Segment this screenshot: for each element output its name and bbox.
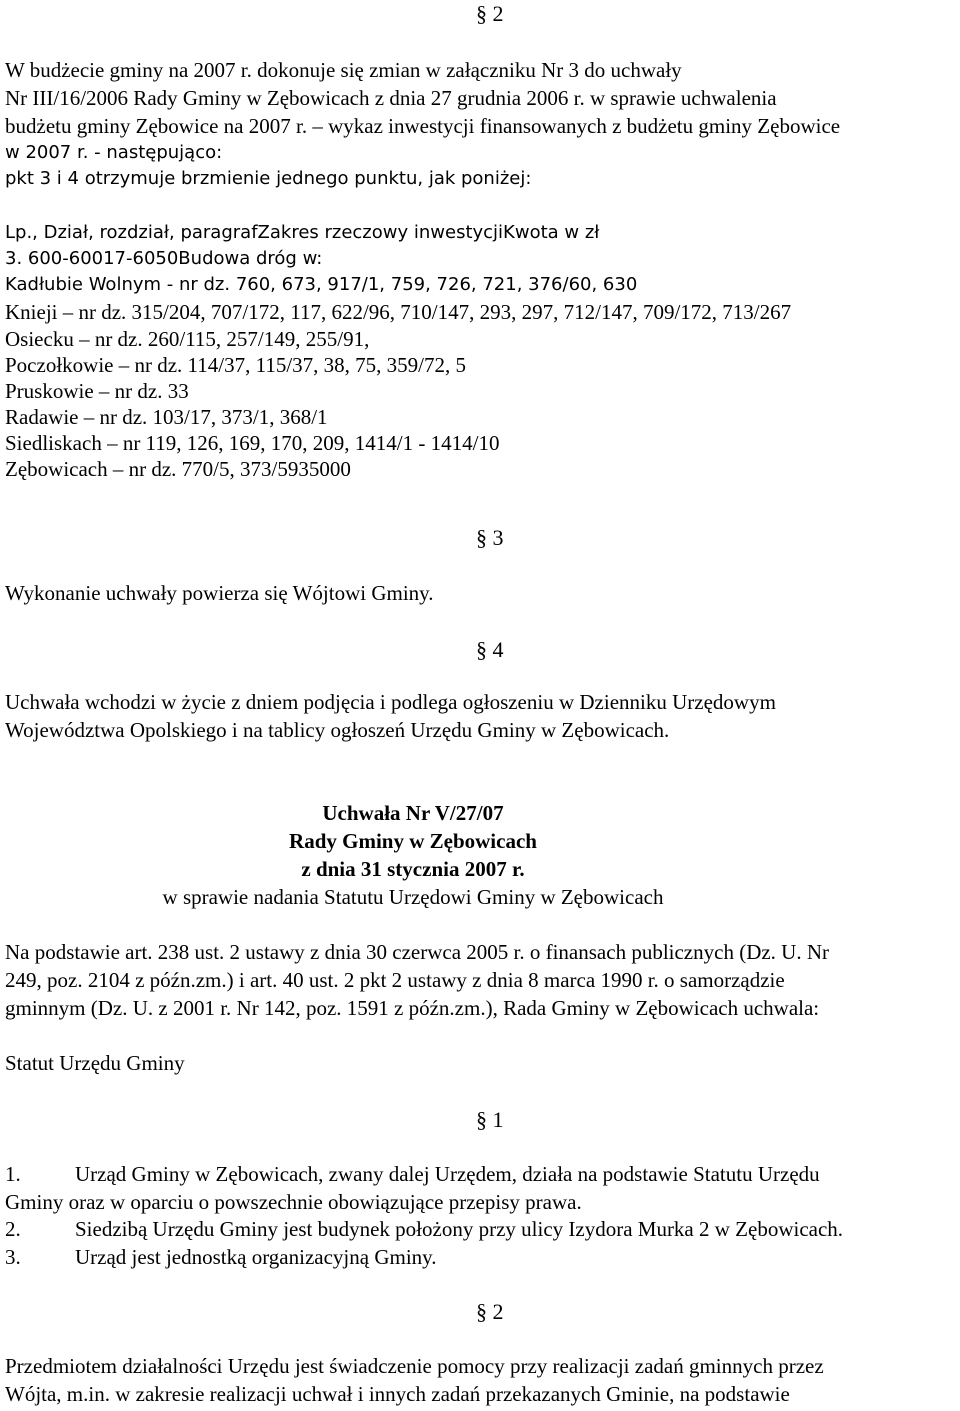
table-line: Osiecku – nr dz. 260/115, 257/149, 255/91, [5, 327, 370, 351]
basis-line-2: 249, poz. 2104 z późn.zm.) i art. 40 ust. 2 pkt 2 ustawy z dnia 8 marca 1990 r. o samorządzie [5, 968, 785, 992]
table-line: Pruskowie – nr dz. 33 [5, 379, 189, 403]
table-line: Siedliskach – nr 119, 126, 169, 170, 209, 1414/1 - 1414/10 [5, 431, 500, 455]
list-item-number: 3. [5, 1245, 21, 1269]
table-line: Zębowicach – nr dz. 770/5, 373/5935000 [5, 457, 351, 481]
table-line: Knieji – nr dz. 315/204, 707/172, 117, 622/96, 710/147, 293, 297, 712/147, 709/172, 713/267 [5, 300, 792, 324]
list-item-number: 1. [5, 1162, 21, 1186]
section-mark-4: § 4 [476, 637, 504, 662]
table-line: Radawie – nr dz. 103/17, 373/1, 368/1 [5, 405, 328, 429]
amendment-line-1: W budżecie gminy na 2007 r. dokonuje się zmian w załączniku Nr 3 do uchwały [5, 58, 682, 82]
resolution-title: Uchwała Nr V/27/07 [322, 801, 504, 825]
table-header-line: Lp., Dział, rozdział, paragrafZakres rzeczowy inwestycjiKwota w zł [5, 222, 600, 243]
resolution-date: z dnia 31 stycznia 2007 r. [301, 857, 525, 881]
section-4-line-2: Województwa Opolskiego i na tablicy ogłoszeń Urzędu Gminy w Zębowicach. [5, 718, 670, 742]
amendment-line-5: pkt 3 i 4 otrzymuje brzmienie jednego punktu, jak poniżej: [5, 168, 532, 189]
statute-s2-line-1: Przedmiotem działalności Urzędu jest świadczenie pomocy przy realizacji zadań gminnych przez [5, 1354, 824, 1378]
list-item: Urząd Gminy w Zębowicach, zwany dalej Urzędem, działa na podstawie Statutu Urzędu [75, 1162, 820, 1186]
table-line: Poczołkowie – nr dz. 114/37, 115/37, 38, 75, 359/72, 5 [5, 353, 466, 377]
resolution-council: Rady Gminy w Zębowicach [289, 829, 537, 853]
amendment-line-4: w 2007 r. - następująco: [5, 142, 223, 163]
statute-section-mark-2: § 2 [476, 1299, 504, 1324]
section-mark-2: § 2 [476, 1, 504, 26]
list-item: Siedzibą Urzędu Gminy jest budynek położony przy ulicy Izydora Murka 2 w Zębowicach. [75, 1217, 844, 1241]
amendment-line-3: budżetu gminy Zębowice na 2007 r. – wykaz inwestycji finansowanych z budżetu gminy Zębowice [5, 114, 841, 138]
list-item: Urząd jest jednostką organizacyjną Gminy. [75, 1245, 437, 1269]
statute-section-mark-1: § 1 [476, 1107, 504, 1132]
table-line: Kadłubie Wolnym - nr dz. 760, 673, 917/1, 759, 726, 721, 376/60, 630 [5, 274, 638, 295]
amendment-line-2: Nr III/16/2006 Rady Gminy w Zębowicach z dnia 27 grudnia 2006 r. w sprawie uchwalenia [5, 86, 777, 110]
table-line: 3. 600-60017-6050Budowa dróg w: [5, 248, 323, 269]
basis-line-3: gminnym (Dz. U. z 2001 r. Nr 142, poz. 1591 z późn.zm.), Rada Gminy w Zębowicach uchwala: [5, 996, 820, 1020]
statute-s2-line-2: Wójta, m.in. w zakresie realizacji uchwał i innych zadań przekazanych Gminie, na podstawie [5, 1382, 790, 1406]
basis-line-1: Na podstawie art. 238 ust. 2 ustawy z dnia 30 czerwca 2005 r. o finansach publicznych (Dz. U. Nr [5, 940, 830, 964]
list-item-number: 2. [5, 1217, 21, 1241]
section-mark-3: § 3 [476, 525, 504, 550]
section-3-text: Wykonanie uchwały powierza się Wójtowi Gminy. [5, 581, 434, 605]
resolution-subject: w sprawie nadania Statutu Urzędowi Gminy w Zębowicach [162, 885, 664, 909]
section-4-line-1: Uchwała wchodzi w życie z dniem podjęcia i podlega ogłoszeniu w Dzienniku Urzędowym [5, 690, 776, 714]
list-item-continuation: Gminy oraz w oparciu o powszechnie obowiązujące przepisy prawa. [5, 1190, 582, 1214]
statute-title: Statut Urzędu Gminy [5, 1051, 185, 1075]
